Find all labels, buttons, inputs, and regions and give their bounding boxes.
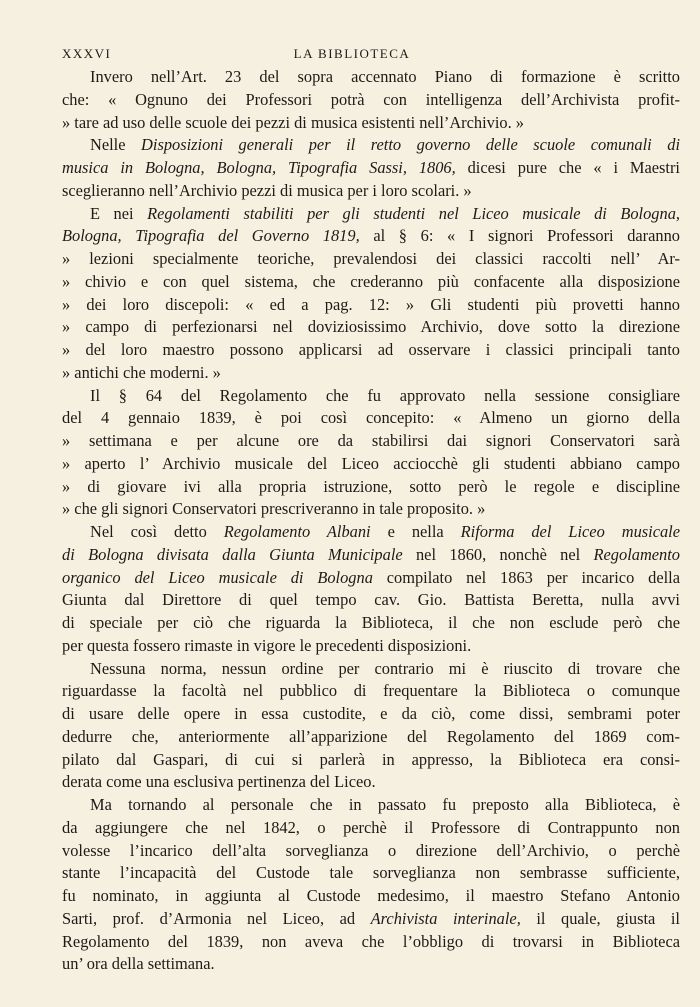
text-line [62,794,680,817]
text-run: » campo di perfezionarsi nel doviziosissimo Archivio, dove sotto la direzione [62,317,680,337]
text-run: » tare ad uso delle scuole dei pezzi di musica esistenti nell’Archivio. » [62,112,524,132]
text-run: che: « Ognuno dei Professori potrà con intelligenza dell’Archivista profit- [62,89,680,109]
italic-title: Archivista interinale, [370,908,521,928]
text-line [62,476,680,499]
text-run: Regolamento del 1839, non aveva che l’obbligo di trovarsi in Biblioteca [62,931,680,951]
text-run: » settimana e per alcune ore da stabilirsi dai signori Conservatori sarà [62,431,680,450]
text-line [62,726,680,749]
text-run: e nella [370,522,461,541]
text-line [62,749,680,772]
text-line [62,294,680,317]
text-line [62,931,680,954]
text-line [62,453,680,476]
text-run: Giunta dal Direttore di quel tempo cav. Gio. Battista Beretta, nulla avvi [62,590,680,610]
text-run: » di giovare ivi alla propria istruzione, sotto però le regole e discipline [62,476,680,496]
text-line [62,203,680,226]
italic-title: Regolamenti stabiliti per gli studenti nel Liceo musicale di Bologna, [147,203,680,223]
text-line [62,908,680,931]
text-line [62,521,680,544]
text-run: » dei loro discepoli: « ed a pag. 12: » Gli studenti più provetti hanno [62,294,680,314]
text-run: riguardasse la facoltà nel pubblico di frequentare la Biblioteca o comunque [62,681,680,701]
text-run: Invero nell’Art. 23 del sopra accennato Piano di formazione è scritto [90,67,680,86]
text-line [62,430,680,453]
text-run: Il § 64 del Regolamento che fu approvato nella sessione consigliare [90,385,680,405]
text-run: pilato dal Gaspari, di cui si parlerà in appresso, la Biblioteca era consi- [62,749,680,769]
text-run: derata come una esclusiva pertinenza del Liceo. [62,772,376,792]
text-run: Nel così detto [90,522,224,541]
page-header [62,46,642,64]
text-line [62,612,680,635]
text-line [62,817,680,840]
text-run: il quale, giusta il [520,908,680,928]
text-run: volesse l’incarico dell’alta sorveglianza o direzione dell’Archivio, o perchè [62,840,680,860]
text-run: » che gli signori Conservatori prescriveranno in tale proposito. » [62,499,486,519]
text-line [62,112,680,135]
text-run: un’ ora della settimana. [62,954,215,974]
text-line [62,589,680,612]
text-line [62,658,680,681]
text-line [62,89,680,112]
italic-title: di Bologna divisata dalla Giunta Municipale [62,544,403,564]
text-line [62,180,680,203]
page-number: XXXVI [62,46,112,61]
text-line [62,362,680,385]
italic-title: Regolamento Albani [223,522,371,541]
text-line [62,498,680,521]
text-run: dicesi pure che « i Maestri [455,158,680,177]
text-run: stante l’incapacità del Custode tale sorveglianza non sembrasse sufficiente, [62,863,680,883]
running-title: LA BIBLIOTECA [293,46,411,61]
text-run: di speciale per ciò che riguarda la Biblioteca, il che non esclude però che [62,613,680,632]
text-run: da aggiungere che nel 1842, o perchè il Professore di Contrappunto non [62,817,680,837]
text-run: nel 1860, nonchè nel [402,544,594,564]
italic-title: Disposizioni generali per il retto governo delle scuole comunali di [141,135,680,155]
text-line [62,840,680,863]
text-line [62,862,680,885]
text-run: del 4 gennaio 1839, è poi così concepito: « Almeno un giorno della [62,408,680,428]
text-line [62,316,680,339]
text-run: compilato nel 1863 per incarico della [372,567,680,587]
italic-title: Bologna, Tipografia del Governo 1819, [62,226,360,246]
text-run: al § 6: « I signori Professori daranno [359,226,680,246]
text-line [62,339,680,362]
text-line [62,407,680,430]
text-line [62,66,680,89]
text-run: Nessuna norma, nessun ordine per contrario mi è riuscito di trovare che [90,658,680,678]
italic-title: Riforma del Liceo musicale [460,522,680,541]
body-text [62,66,680,976]
text-run: » antichi che moderni. » [62,362,221,382]
text-line [62,771,680,794]
text-run: fu nominato, in aggiunta al Custode medesimo, il maestro Stefano Antonio [62,886,680,905]
text-line [62,703,680,726]
text-run: Sarti, prof. d’Armonia nel Liceo, ad [62,908,371,928]
text-line [62,635,680,658]
text-line [62,885,680,908]
text-line [62,134,680,157]
italic-title: musica in Bologna, Bologna, Tipografia Sassi, 1806, [62,158,456,177]
text-run: sceglieranno nell’Archivio pezzi di musica per i loro scolari. » [62,180,472,200]
text-line [62,225,680,248]
text-run: per questa fossero rimaste in vigore le precedenti disposizioni. [62,635,472,655]
text-run: » aperto l’ Archivio musicale del Liceo acciocchè gli studenti abbiano campo [62,453,680,473]
text-line [62,544,680,567]
text-run: di usare delle opere in essa custodite, e da ciò, come dissi, sembrami poter [62,704,680,723]
text-run: » del loro maestro possono applicarsi ad osservare i classici principali tanto [62,340,680,359]
text-line [62,680,680,703]
italic-title: organico del Liceo musicale di Bologna [62,567,373,587]
text-run: » lezioni specialmente teoriche, prevalendosi dei classici raccolti nell’ Ar- [62,249,680,268]
text-line [62,271,680,294]
text-run: Ma tornando al personale che in passato fu preposto alla Biblioteca, è [90,795,680,814]
text-run: Nelle [90,135,142,155]
text-line [62,248,680,271]
text-line [62,953,680,976]
text-run: dedurre che, anteriormente all’apparizione del Regolamento del 1869 com- [62,726,680,746]
text-line [62,567,680,590]
italic-title: Regolamento [593,544,680,564]
text-line [62,157,680,180]
text-run: E nei [90,203,148,223]
text-run: » chivio e con quel sistema, che crederanno più confacente alla disposizione [62,271,680,291]
text-line [62,385,680,408]
